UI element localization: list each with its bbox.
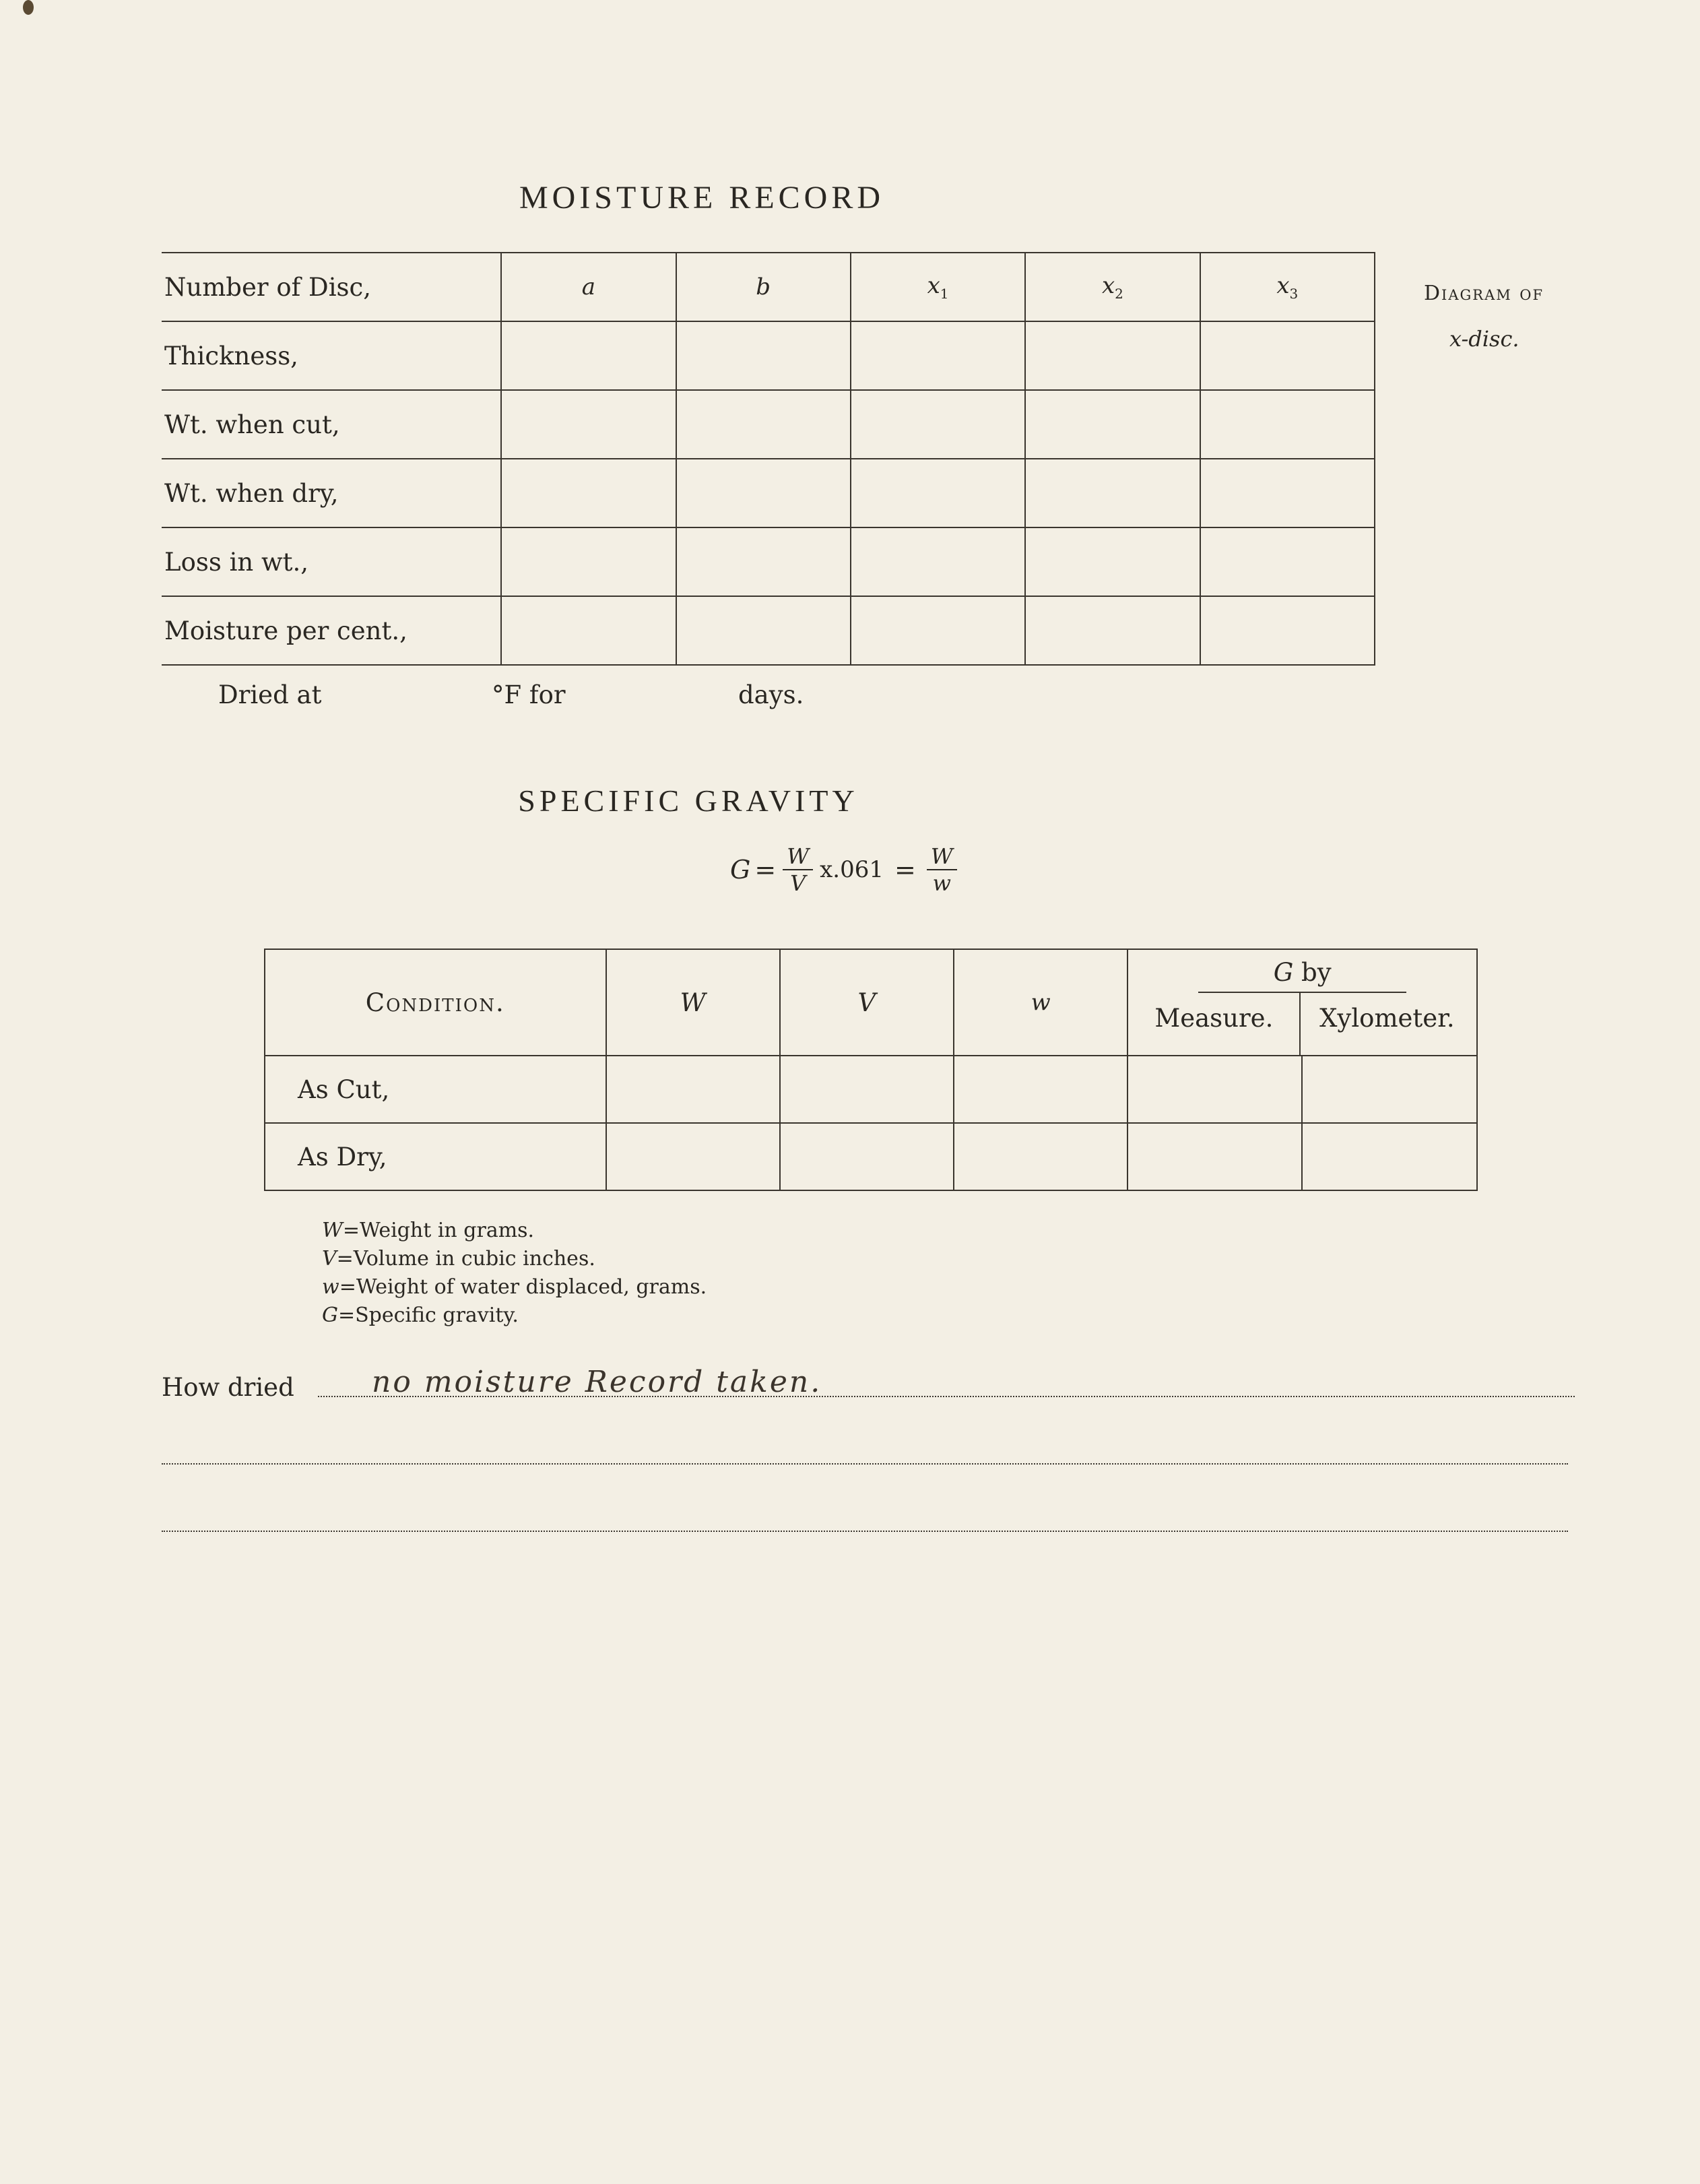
cell[interactable] bbox=[501, 527, 676, 596]
how-dried-label: How dried bbox=[162, 1373, 294, 1402]
cell[interactable] bbox=[501, 596, 676, 665]
cell[interactable] bbox=[676, 390, 851, 459]
table-header-row bbox=[265, 949, 1477, 1056]
col-header-b: b bbox=[676, 253, 851, 321]
cell[interactable] bbox=[954, 1123, 1127, 1190]
col-header-x1: $x_1$ bbox=[851, 253, 1025, 321]
diagram-label: Diagram of bbox=[1424, 282, 1544, 305]
cell[interactable] bbox=[1025, 390, 1200, 459]
row-label: Number of Disc, bbox=[162, 253, 501, 321]
cell[interactable] bbox=[954, 1056, 1127, 1123]
variable-legend bbox=[322, 1217, 707, 1330]
legend-item: V=Volume in cubic inches. bbox=[322, 1247, 595, 1271]
row-label: Moisture per cent., bbox=[162, 596, 501, 665]
cell[interactable] bbox=[1200, 390, 1375, 459]
g-by-header bbox=[1127, 949, 1477, 1056]
formula-multiplier: x.061 bbox=[820, 856, 884, 883]
table-row bbox=[162, 390, 1375, 459]
legend-item: W=Weight in grams. bbox=[322, 1219, 535, 1242]
dotted-line[interactable] bbox=[162, 1463, 1568, 1465]
cell[interactable] bbox=[851, 596, 1025, 665]
row-label: As Dry, bbox=[265, 1123, 606, 1190]
cell[interactable] bbox=[606, 1123, 780, 1190]
table-row bbox=[162, 596, 1375, 665]
moisture-record-title: MOISTURE RECORD bbox=[519, 180, 885, 216]
col-header-V: V bbox=[780, 949, 954, 1056]
diagram-label-sub: x-disc. bbox=[1449, 326, 1519, 352]
col-header-x3: $x_3$ bbox=[1200, 253, 1375, 321]
cell[interactable] bbox=[1127, 1123, 1301, 1190]
cell[interactable] bbox=[1127, 1056, 1301, 1123]
table-row bbox=[265, 1056, 1477, 1123]
measure-header: Measure. bbox=[1154, 1004, 1274, 1033]
cell[interactable] bbox=[1200, 459, 1375, 527]
row-label: Wt. when cut, bbox=[162, 390, 501, 459]
days-label: days. bbox=[738, 680, 804, 709]
cell[interactable] bbox=[851, 459, 1025, 527]
specific-gravity-title: SPECIFIC GRAVITY bbox=[518, 783, 859, 818]
table-row bbox=[162, 527, 1375, 596]
row-label: Thickness, bbox=[162, 321, 501, 390]
table-row bbox=[162, 459, 1375, 527]
cell[interactable] bbox=[606, 1056, 780, 1123]
cell[interactable] bbox=[676, 459, 851, 527]
dotted-line[interactable] bbox=[162, 1531, 1568, 1532]
formula-fraction: $\frac{W}{w}$ bbox=[927, 843, 957, 896]
cell[interactable] bbox=[501, 321, 676, 390]
cell[interactable] bbox=[1200, 321, 1375, 390]
table-row bbox=[162, 253, 1375, 321]
cell[interactable] bbox=[676, 321, 851, 390]
cell[interactable] bbox=[1025, 321, 1200, 390]
specific-gravity-table bbox=[264, 949, 1478, 1191]
dried-at-label: Dried at bbox=[218, 680, 322, 709]
col-header-W: W bbox=[606, 949, 780, 1056]
cell[interactable] bbox=[676, 596, 851, 665]
fahrenheit-for-label: °F for bbox=[492, 680, 566, 709]
table-row bbox=[265, 1123, 1477, 1190]
legend-item: G=Specific gravity. bbox=[322, 1304, 519, 1327]
formula-equals: = bbox=[754, 855, 777, 885]
cell[interactable] bbox=[1200, 527, 1375, 596]
row-label: Loss in wt., bbox=[162, 527, 501, 596]
formula-fraction: $\frac{W}{V}$ bbox=[783, 843, 813, 896]
legend-item: w=Weight of water displaced, grams. bbox=[322, 1275, 707, 1299]
condition-header: Condition. bbox=[265, 949, 606, 1056]
xylometer-header: Xylometer. bbox=[1299, 993, 1473, 1055]
cell[interactable] bbox=[851, 527, 1025, 596]
col-header-a: a bbox=[501, 253, 676, 321]
cell[interactable] bbox=[851, 390, 1025, 459]
cell[interactable] bbox=[676, 527, 851, 596]
cell[interactable] bbox=[1025, 596, 1200, 665]
formula-equals: = bbox=[894, 855, 916, 885]
row-label: As Cut, bbox=[265, 1056, 606, 1123]
g-by-label: G by bbox=[1273, 958, 1332, 987]
formula-g: G bbox=[730, 855, 751, 885]
gravity-formula bbox=[730, 843, 964, 896]
cell[interactable] bbox=[851, 321, 1025, 390]
cell[interactable] bbox=[501, 459, 676, 527]
cell[interactable] bbox=[1302, 1056, 1477, 1123]
cell[interactable] bbox=[1302, 1123, 1477, 1190]
cell[interactable] bbox=[1200, 596, 1375, 665]
cell[interactable] bbox=[1025, 459, 1200, 527]
col-header-w: w bbox=[954, 949, 1127, 1056]
cell[interactable] bbox=[780, 1056, 954, 1123]
col-header-x2: $x_2$ bbox=[1025, 253, 1200, 321]
table-row bbox=[162, 321, 1375, 390]
cell[interactable] bbox=[1025, 527, 1200, 596]
ink-speck bbox=[23, 0, 34, 15]
row-label: Wt. when dry, bbox=[162, 459, 501, 527]
cell[interactable] bbox=[780, 1123, 954, 1190]
how-dried-value[interactable]: no moisture Record taken. bbox=[372, 1365, 822, 1399]
moisture-table bbox=[162, 252, 1375, 666]
cell[interactable] bbox=[501, 390, 676, 459]
